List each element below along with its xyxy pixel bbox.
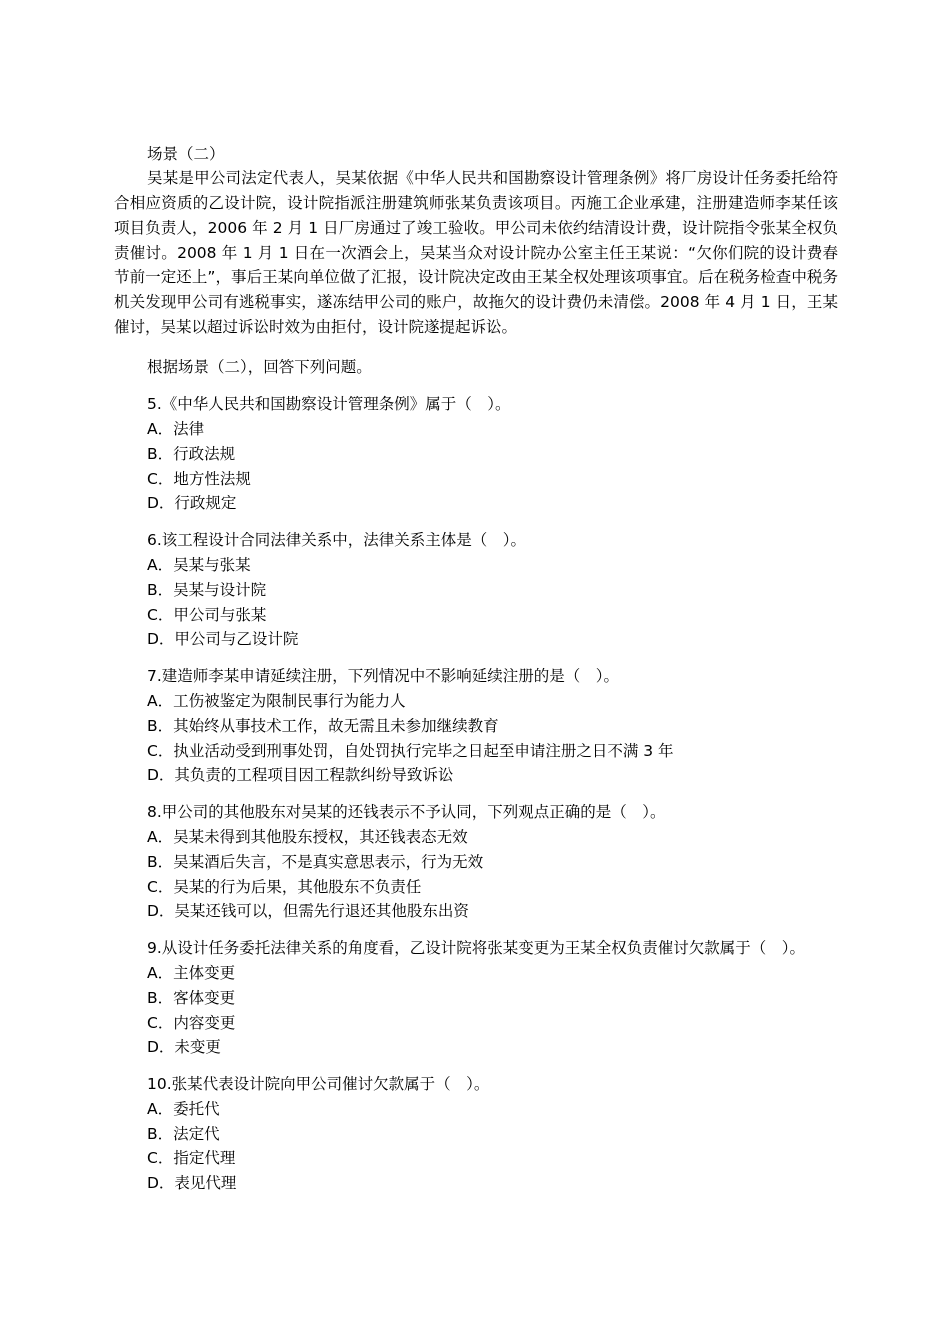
question-text: 8.甲公司的其他股东对吴某的还钱表示不予认同，下列观点正确的是（ ）。 [147, 803, 666, 822]
option-d: D．行政规定 [147, 494, 237, 513]
option-b: B．客体变更 [147, 988, 236, 1007]
option-d: D．其负责的工程项目因工程款纠纷导致诉讼 [147, 766, 454, 785]
instruction: 根据场景（二），回答下列问题。 [147, 358, 372, 377]
question-text: 10.张某代表设计院向甲公司催讨欠款属于（ ）。 [147, 1075, 490, 1094]
option-d: D．甲公司与乙设计院 [147, 630, 299, 649]
option-c: C．指定代理 [147, 1149, 236, 1168]
option-a: A．吴某与张某 [147, 555, 251, 574]
question-7 [114, 664, 838, 788]
question-10 [114, 1072, 838, 1196]
question-text: 7.建造师李某申请延续注册，下列情况中不影响延续注册的是（ ）。 [147, 667, 620, 686]
option-b: B．行政法规 [147, 444, 236, 463]
scene-title: 场景（二） [147, 144, 225, 163]
option-d: D．未变更 [147, 1038, 221, 1057]
question-5 [114, 392, 838, 516]
option-d: D．表见代理 [147, 1174, 237, 1193]
question-text: 5.《中华人民共和国勘察设计管理条例》属于（ ）。 [147, 395, 511, 414]
option-b: B．法定代 [147, 1124, 220, 1143]
question-text: 9.从设计任务委托法律关系的角度看，乙设计院将张某变更为王某全权负责催讨欠款属于（ ）。 [147, 939, 806, 958]
option-c: C．甲公司与张某 [147, 605, 267, 624]
option-c: C．地方性法规 [147, 469, 251, 488]
option-c: C．吴某的行为后果，其他股东不负责任 [147, 877, 422, 896]
option-b: B．吴某与设计院 [147, 580, 267, 599]
question-9 [114, 936, 838, 1060]
document-page [114, 126, 838, 1196]
option-a: A．吴某未得到其他股东授权，其还钱表态无效 [147, 827, 468, 846]
option-c: C．内容变更 [147, 1013, 236, 1032]
option-b: B．吴某酒后失言，不是真实意思表示，行为无效 [147, 852, 484, 871]
option-b: B．其始终从事技术工作，故无需且未参加继续教育 [147, 716, 499, 735]
question-8 [114, 800, 838, 924]
option-a: A．法律 [147, 419, 205, 438]
question-6 [114, 528, 838, 652]
question-text: 6.该工程设计合同法律关系中，法律关系主体是（ ）。 [147, 531, 527, 550]
scene-paragraph: 吴某是甲公司法定代表人，吴某依据《中华人民共和国勘察设计管理条例》将厂房设计任务委托给符合相应资质的乙设计院，设计院指派注册建筑师张某负责该项目。丙施工企业承建，注册建造师李某任该项目负责人，2006 年 2 月 1 日厂房通过了竣工验收。甲公司未依约结清设计费，设计院指令张某全权负责催讨。2008 年 1 月 1 日在一次酒会上，吴某当众对设计院办公室主任王某说：“欠你们院的设计费春节前一定还上”，事后王某向单位做了汇报，设计院决定改由王某全权处理该项事宜。后在税务检查中税务机关发现甲公司有逃税事实，遂冻结甲公司的账户，故拖欠的设计费仍未清偿。2008 年 4 月 1 日，王某催讨，吴某以超过诉讼时效为由拒付，设计院遂提起诉讼。 [114, 169, 838, 337]
option-a: A．工伤被鉴定为限制民事行为能力人 [147, 691, 406, 710]
option-d: D．吴某还钱可以，但需先行退还其他股东出资 [147, 902, 469, 921]
option-a: A．主体变更 [147, 963, 236, 982]
option-c: C．执业活动受到刑事处罚，自处罚执行完毕之日起至申请注册之日不满 3 年 [147, 741, 674, 760]
option-a: A．委托代 [147, 1099, 220, 1118]
